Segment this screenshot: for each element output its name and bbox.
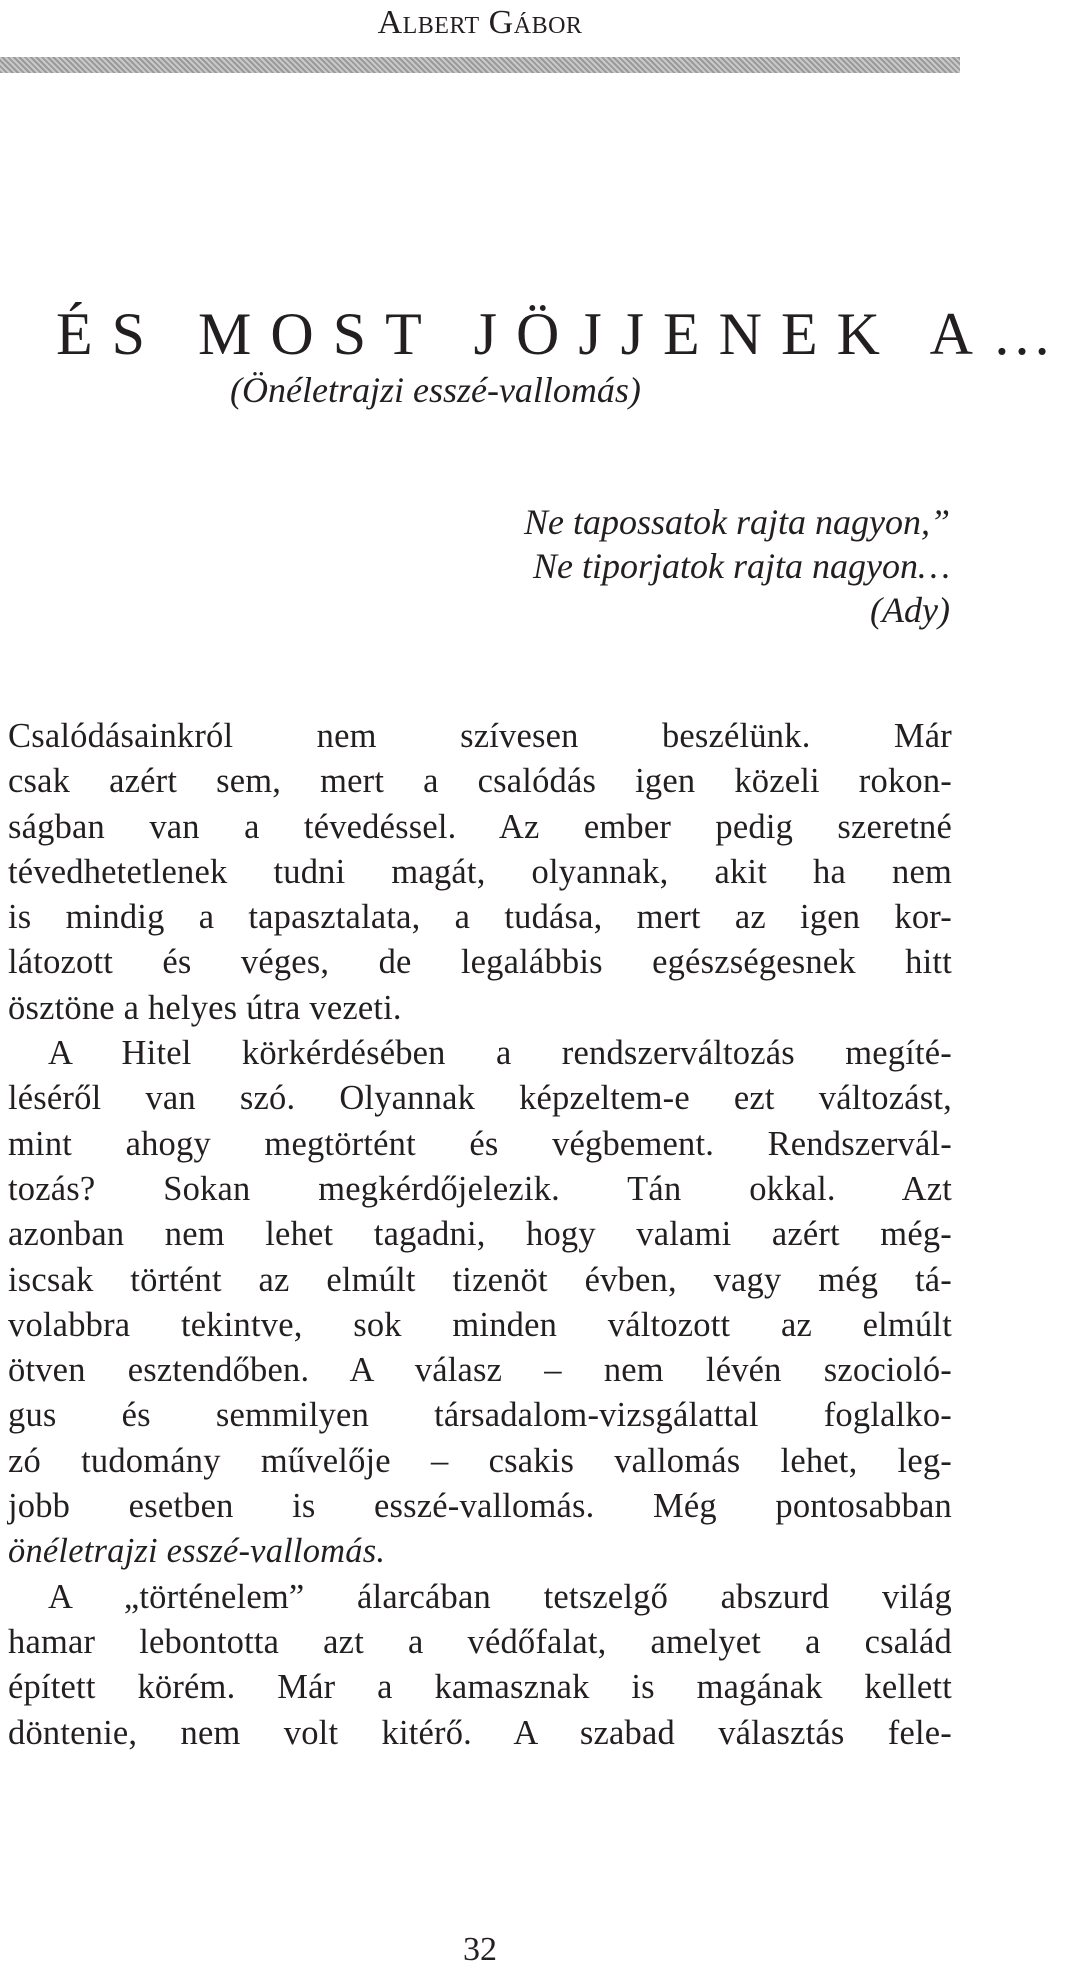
- epigraph: [350, 500, 950, 632]
- body-line: A Hitel körkérdésében a rendszerváltozás megíté-: [48, 1034, 952, 1073]
- body-line: látozott és véges, de legalábbis egészségesnek hitt: [8, 943, 952, 982]
- body-text: [8, 714, 952, 1756]
- body-line: tozás? Sokan megkérdőjelezik. Tán okkal. Azt: [8, 1169, 952, 1208]
- body-line: Csalódásainkról nem szívesen beszélünk. Már: [8, 717, 952, 755]
- body-line: épített körém. Már a kamasznak is magának kellett: [8, 1668, 952, 1707]
- chapter-subtitle: (Önéletrajzi esszé-vallomás): [230, 370, 641, 410]
- body-line: jobb esetben is esszé-vallomás. Még pontosabban: [8, 1487, 952, 1526]
- header-rule: [0, 57, 960, 73]
- body-line: zó tudomány művelője – csakis vallomás lehet, leg-: [8, 1441, 952, 1480]
- body-line: ösztöne a helyes útra vezeti.: [8, 988, 402, 1027]
- epigraph-attribution: (Ady): [870, 590, 950, 630]
- body-line: volabbra tekintve, sok minden változott az elmúlt: [8, 1305, 952, 1344]
- body-line: léséről van szó. Olyannak képzeltem-e ezt változást,: [8, 1079, 952, 1118]
- body-line: döntenie, nem volt kitérő. A szabad választás fele-: [8, 1713, 952, 1752]
- body-line: ságban van a tévedéssel. Az ember pedig szeretné: [8, 807, 952, 846]
- body-line: hamar lebontotta azt a védőfalat, amelyet a család: [8, 1622, 952, 1661]
- body-line: gus és semmilyen társadalom-vizsgálattal foglalko-: [8, 1396, 952, 1435]
- epigraph-line-1: Ne tapossatok rajta nagyon,”: [523, 502, 950, 542]
- body-line: csak azért sem, mert a csalódás igen közeli rokon-: [8, 762, 952, 801]
- body-line: ötven esztendőben. A válasz – nem lévén szocioló-: [8, 1351, 952, 1390]
- body-line: mint ahogy megtörtént és végbement. Rendszervál-: [8, 1124, 952, 1163]
- body-line-italic: önéletrajzi esszé-vallomás.: [8, 1532, 386, 1571]
- epigraph-line-2: Ne tiporjatok rajta nagyon…: [533, 546, 950, 586]
- body-line: A „történelem” álarcában tetszelgő abszurd világ: [48, 1577, 952, 1616]
- chapter-title: ÉS MOST JÖJJENEK A…: [56, 301, 1071, 367]
- page-number: 32: [463, 1931, 497, 1968]
- running-head: Albert Gábor: [377, 4, 583, 41]
- body-line: is mindig a tapasztalata, a tudása, mert az igen kor-: [8, 898, 952, 937]
- body-line: azonban nem lehet tagadni, hogy valami azért még-: [8, 1215, 952, 1254]
- body-line: tévedhetetlenek tudni magát, olyannak, akit ha nem: [8, 852, 952, 891]
- body-line: iscsak történt az elmúlt tizenöt évben, vagy még tá-: [8, 1260, 952, 1299]
